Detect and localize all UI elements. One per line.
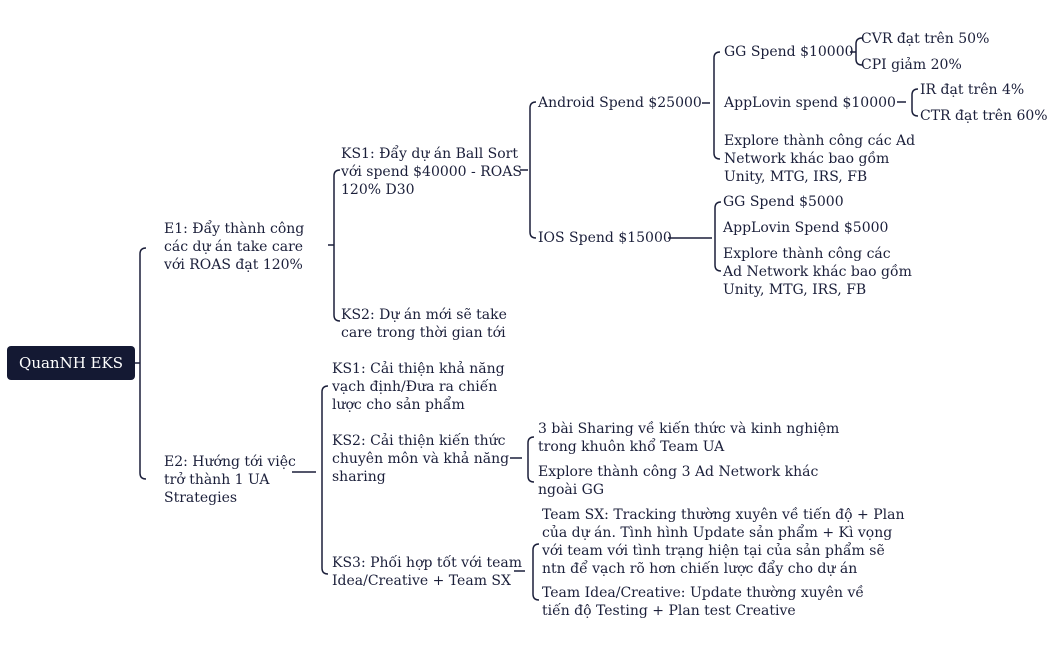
e2-ks2-line-2: chuyên môn và khả năng — [332, 451, 510, 467]
ios-explore-line-1: Explore thành công các — [723, 246, 891, 262]
e2-ks1-line-2: vạch định/Đưa ra chiến — [332, 379, 498, 395]
e2-ks2-explore-line-2: ngoài GG — [538, 482, 605, 498]
e1-ks2-node[interactable] — [341, 306, 507, 342]
connector-android-applovin-bracket — [912, 89, 918, 116]
e1-ks1-line-2: với spend $40000 - ROAS — [341, 164, 522, 180]
e2-ks2-line-3: sharing — [332, 469, 386, 485]
connector-e2-bracket — [322, 386, 328, 574]
e2-ks2-node[interactable] — [332, 432, 509, 486]
android-node[interactable]: Android Spend $25000 — [538, 95, 702, 111]
connector-e2-ks2-bracket — [528, 437, 534, 482]
e2-ks3-line-2: Idea/Creative + Team SX — [332, 573, 511, 589]
android-applovin-node[interactable]: AppLovin spend $10000 — [724, 95, 896, 111]
e2-ks3-team-idea-line-1: Team Idea/Creative: Update thường xuyên về — [542, 585, 864, 601]
e2-ks3-team-sx-node[interactable] — [542, 506, 904, 578]
ios-gg-node[interactable]: GG Spend $5000 — [723, 194, 844, 210]
e1-line-1: E1: Đẩy thành công — [164, 221, 305, 237]
connector-ios-bracket — [715, 202, 721, 271]
android-explore-line-3: Unity, MTG, IRS, FB — [724, 169, 868, 185]
connector-e2-ks3-bracket — [533, 544, 539, 600]
e2-ks2-sharing-line-1: 3 bài Sharing về kiến thức và kinh nghiệm — [538, 421, 840, 437]
connector-e1-bracket — [334, 170, 340, 321]
android-gg-node[interactable]: GG Spend $10000 — [724, 44, 854, 60]
e2-ks3-team-sx-line-2: của dự án. Tình hình Update sản phẩm + Kì vọng — [542, 525, 893, 541]
e2-ks1-line-1: KS1: Cải thiện khả năng — [332, 361, 505, 377]
e2-ks3-team-idea-line-2: tiến độ Testing + Plan test Creative — [542, 603, 796, 619]
e2-ks3-team-idea-node[interactable] — [542, 584, 864, 620]
e2-ks3-line-1: KS3: Phối hợp tốt với team — [332, 555, 522, 571]
e2-ks2-sharing-node[interactable] — [538, 420, 839, 456]
e1-ks1-node[interactable] — [341, 145, 522, 199]
android-gg-cvr-node[interactable]: CVR đạt trên 50% — [861, 31, 990, 47]
connector-e1-ks1-bracket — [530, 102, 536, 238]
e2-ks2-line-1: KS2: Cải thiện kiến thức — [332, 433, 506, 449]
android-gg-cpi-node[interactable]: CPI giảm 20% — [861, 57, 962, 73]
e1-line-3: với ROAS đạt 120% — [164, 257, 303, 273]
e1-ks2-line-1: KS2: Dự án mới sẽ take — [341, 307, 507, 323]
e2-ks1-line-3: lược cho sản phẩm — [332, 397, 465, 413]
root-node[interactable]: QuanNH EKS — [7, 346, 135, 380]
e1-node[interactable] — [164, 220, 304, 274]
android-explore-line-1: Explore thành công các Ad — [724, 133, 916, 149]
e2-ks1-node[interactable] — [332, 360, 505, 414]
android-explore-line-2: Network khác bao gồm — [724, 151, 890, 167]
e2-ks3-team-sx-line-4: ntn để vạch rõ hơn chiến lược đẩy cho dự án — [542, 561, 858, 577]
ios-node[interactable]: IOS Spend $15000 — [538, 230, 672, 246]
connector-android-bracket — [714, 52, 720, 159]
android-applovin-ctr-node[interactable]: CTR đạt trên 60% — [920, 108, 1048, 124]
e2-node[interactable] — [164, 453, 296, 507]
android-explore-node[interactable] — [724, 132, 915, 186]
e2-ks2-sharing-line-2: trong khuôn khổ Team UA — [538, 439, 725, 455]
connector-root-bracket — [140, 248, 146, 479]
e2-line-3: Strategies — [164, 490, 238, 506]
ios-explore-line-2: Ad Network khác bao gồm — [723, 264, 912, 280]
e2-ks2-explore-node[interactable] — [538, 463, 818, 499]
e2-ks3-team-sx-line-3: với team với tình trạng hiện tại của sản phẩm sẽ — [542, 543, 885, 559]
e1-ks1-line-3: 120% D30 — [341, 182, 415, 198]
e2-line-2: trở thành 1 UA — [164, 472, 270, 488]
ios-explore-line-3: Unity, MTG, IRS, FB — [723, 282, 867, 298]
e2-ks2-explore-line-1: Explore thành công 3 Ad Network khác — [538, 464, 819, 480]
android-applovin-ir-node[interactable]: IR đạt trên 4% — [920, 82, 1025, 98]
ios-applovin-node[interactable]: AppLovin Spend $5000 — [723, 220, 889, 236]
e1-line-2: các dự án take care — [164, 239, 304, 255]
e2-ks3-node[interactable] — [332, 554, 522, 590]
e2-line-1: E2: Hướng tới việc — [164, 454, 296, 470]
e2-ks3-team-sx-line-1: Team SX: Tracking thường xuyên về tiến độ + Plan — [542, 507, 905, 523]
e1-ks1-line-1: KS1: Đẩy dự án Ball Sort — [341, 146, 518, 162]
e1-ks2-line-2: care trong thời gian tới — [341, 325, 506, 341]
ios-explore-node[interactable] — [723, 245, 912, 299]
